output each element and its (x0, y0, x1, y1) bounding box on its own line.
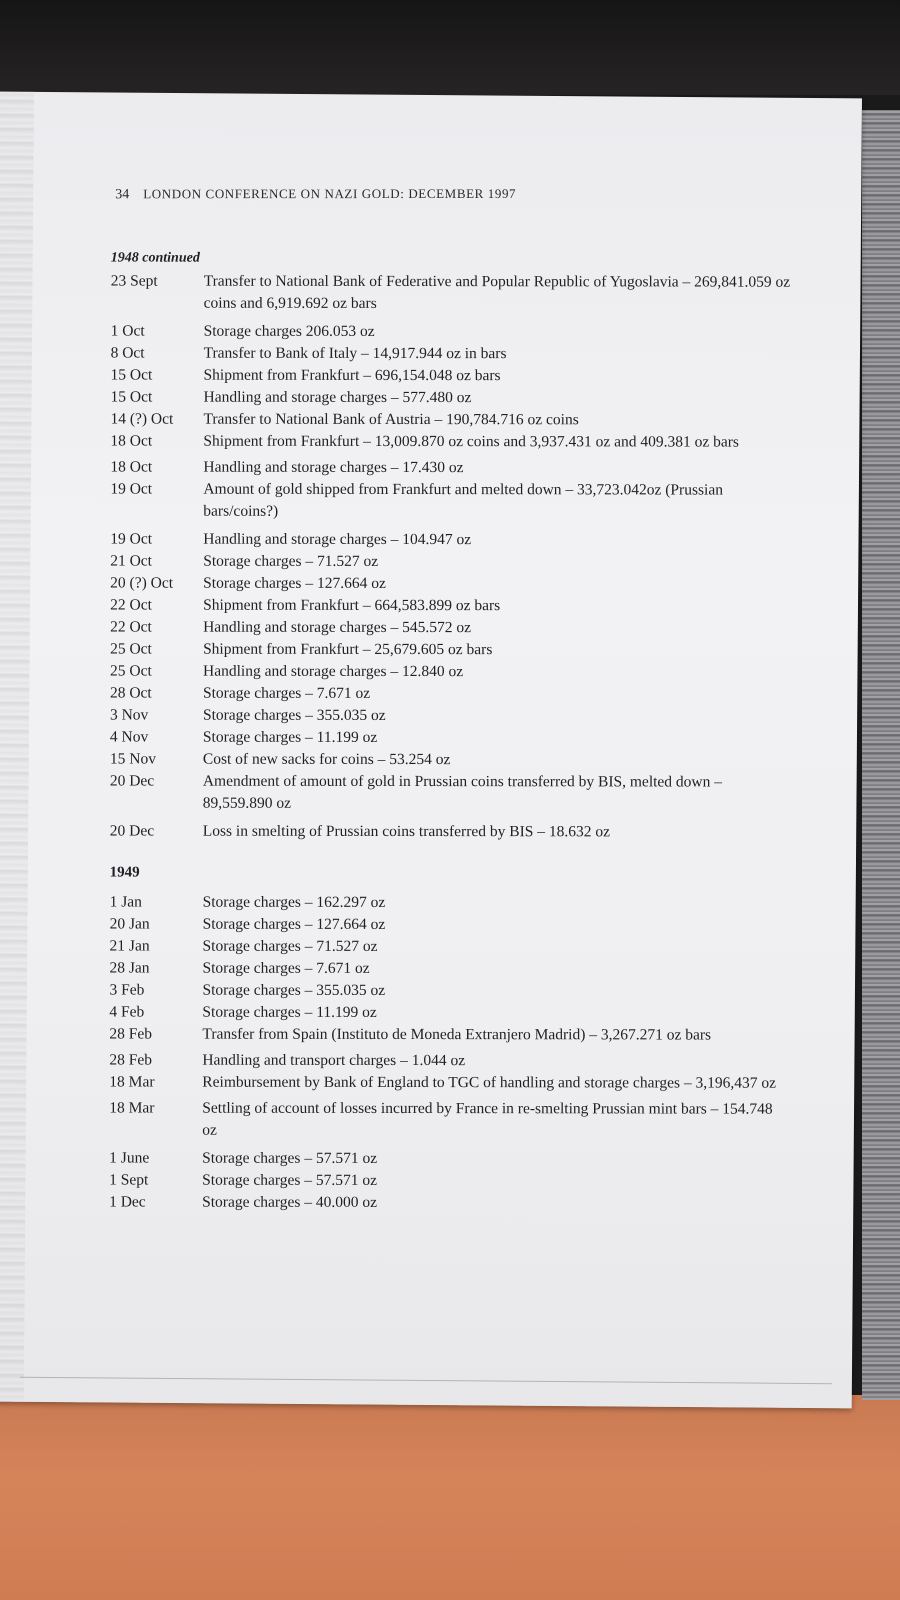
entry-text: Transfer to National Bank of Federative and Popular Republic of Yugoslavia – 269,841.059 oz coins and 6,919.692 oz bars (203, 272, 791, 312)
entry-row (109, 1071, 789, 1094)
entry-text: Loss in smelting of Prussian coins transferred by BIS – 18.632 oz (202, 822, 611, 841)
entry-row (110, 935, 790, 958)
entry-row (109, 1049, 789, 1072)
entry-text: Handling and storage charges – 12.840 oz (203, 662, 464, 681)
entry-text: Storage charges – 7.671 oz (202, 959, 370, 977)
entry-date: 15 Nov (109, 750, 156, 768)
entry-row (110, 386, 790, 409)
entry-text: Handling and transport charges – 1.044 oz (202, 1051, 466, 1070)
entry-row (109, 1001, 789, 1024)
entry-date: 1 Jan (109, 893, 142, 911)
page-stack-edge (862, 110, 900, 1400)
entry-date: 19 Oct (110, 480, 153, 498)
entry-row (111, 342, 791, 365)
entry-text: Storage charges – 355.035 oz (202, 981, 386, 999)
entry-text: Storage charges – 40.000 oz (202, 1193, 378, 1211)
entry-row (111, 320, 791, 343)
entry-date: 28 Oct (109, 684, 152, 702)
entry-date: 1 Sept (109, 1171, 149, 1189)
entry-row (109, 1169, 789, 1192)
entry-text: Transfer from Spain (Instituto de Moneda Extranjero Madrid) – 3,267.271 oz bars (202, 1025, 712, 1044)
binding-edge (0, 92, 34, 1402)
entry-row (110, 478, 790, 523)
entry-row (110, 913, 790, 936)
entry-row (110, 748, 790, 771)
entry-text: Shipment from Frankfurt – 696,154.048 oz bars (203, 366, 501, 385)
background-top (0, 0, 900, 95)
entry-text: Storage charges – 7.671 oz (202, 684, 371, 702)
entry-row (110, 572, 790, 595)
entry-text: Handling and storage charges – 545.572 oz (203, 618, 472, 637)
entry-text: Storage charges – 11.199 oz (202, 728, 378, 746)
entry-text: Storage charges – 57.571 oz (202, 1149, 378, 1167)
entry-date: 28 Feb (109, 1025, 153, 1043)
entry-row (110, 682, 790, 705)
entry-date: 20 Dec (109, 822, 155, 840)
entry-row (110, 660, 790, 683)
entry-date: 1 Dec (109, 1193, 146, 1211)
entry-date: 14 (?) Oct (110, 410, 174, 428)
entry-text: Handling and storage charges – 17.430 oz (203, 458, 464, 477)
section-heading-1949: 1949 (109, 864, 140, 881)
entry-row (110, 616, 790, 639)
entry-date: 22 Oct (110, 596, 152, 614)
entry-text: Storage charges – 57.571 oz (202, 1171, 378, 1189)
entry-row (110, 638, 790, 661)
entry-row (109, 957, 789, 980)
page-bottom-rule (20, 1377, 832, 1384)
entry-row (109, 1147, 789, 1170)
entry-date: 20 (?) Oct (110, 574, 174, 592)
entry-date: 28 Jan (109, 959, 150, 977)
entry-row (110, 430, 790, 453)
entry-date: 3 Feb (109, 981, 145, 999)
entry-date: 18 Mar (109, 1099, 155, 1117)
entry-row (109, 1023, 789, 1046)
entry-row (110, 891, 790, 914)
entry-text: Shipment from Frankfurt – 13,009.870 oz coins and 3,937.431 oz and 409.381 oz bars (203, 432, 739, 451)
entry-text: Storage charges – 71.527 oz (202, 937, 378, 955)
entry-date: 18 Oct (110, 432, 153, 450)
entry-text: Shipment from Frankfurt – 664,583.899 oz bars (203, 596, 501, 615)
entry-date: 1 June (109, 1149, 150, 1167)
entry-date: 3 Nov (109, 706, 149, 724)
entry-row (110, 820, 790, 843)
entry-row (110, 528, 790, 551)
entry-date: 18 Oct (110, 458, 153, 476)
entry-date: 18 Mar (109, 1073, 155, 1091)
entry-row (111, 364, 791, 387)
entry-text: Transfer to Bank of Italy – 14,917.944 oz in bars (203, 344, 507, 363)
entry-date: 23 Sept (110, 272, 158, 290)
entry-text: Shipment from Frankfurt – 25,679.605 oz bars (203, 640, 493, 659)
entry-text: Cost of new sacks for coins – 53.254 oz (202, 750, 451, 769)
entry-text: Transfer to National Bank of Austria – 190,784.716 oz coins (203, 410, 579, 429)
entry-row (111, 270, 791, 315)
entry-date: 28 Feb (109, 1051, 152, 1069)
entry-date: 4 Nov (109, 728, 149, 746)
chronology-content (109, 250, 791, 1214)
entry-text: Storage charges – 355.035 oz (202, 706, 386, 724)
entry-date: 20 Jan (109, 915, 150, 933)
entry-date: 4 Feb (109, 1003, 145, 1021)
entry-text: Storage charges 206.053 oz (203, 322, 375, 340)
entry-row (110, 408, 790, 431)
entry-text: Storage charges – 11.199 oz (202, 1003, 377, 1021)
entry-text: Reimbursement by Bank of England to TGC of handling and storage charges – 3,196,437 oz (202, 1073, 777, 1092)
entry-row (110, 726, 790, 749)
entry-date: 15 Oct (110, 388, 153, 406)
entry-date: 8 Oct (110, 344, 145, 362)
running-head-title: LONDON CONFERENCE ON NAZI GOLD: DECEMBER 1997 (143, 185, 517, 202)
running-head (115, 186, 516, 203)
entry-row (110, 704, 790, 727)
entry-row (109, 1191, 789, 1214)
entry-date: 25 Oct (110, 662, 152, 680)
entry-date: 21 Jan (109, 937, 150, 955)
section-heading-1948: 1948 continued (110, 250, 200, 266)
entry-date: 1 Oct (110, 322, 145, 340)
document-page (0, 92, 862, 1409)
entry-row (110, 550, 790, 573)
entry-text: Handling and storage charges – 104.947 oz (203, 530, 472, 549)
table-surface (0, 1395, 900, 1600)
entry-row (110, 770, 790, 815)
entry-text: Settling of account of losses incurred by France in re-smelting Prussian mint bars – 154.748 oz (202, 1099, 773, 1139)
entry-date: 25 Oct (110, 640, 152, 658)
entry-text: Amount of gold shipped from Frankfurt and melted down – 33,723.042oz (Prussian bars/coins?) (203, 480, 723, 520)
entry-row (110, 594, 790, 617)
entry-text: Storage charges – 127.664 oz (203, 574, 386, 592)
page-number: 34 (115, 187, 130, 203)
entry-row (109, 979, 789, 1002)
entry-date: 20 Dec (109, 772, 155, 790)
entry-text: Amendment of amount of gold in Prussian coins transferred by BIS, melted down – 89,559.890 oz (202, 772, 723, 812)
entry-text: Storage charges – 71.527 oz (203, 552, 379, 570)
entry-date: 15 Oct (110, 366, 153, 384)
entry-date: 21 Oct (110, 552, 153, 570)
entry-date: 19 Oct (110, 530, 153, 548)
entry-row (109, 1097, 789, 1142)
entry-text: Storage charges – 162.297 oz (202, 893, 386, 911)
entry-row (110, 456, 790, 479)
entry-date: 22 Oct (110, 618, 152, 636)
entry-text: Storage charges – 127.664 oz (202, 915, 386, 933)
entry-text: Handling and storage charges – 577.480 oz (203, 388, 472, 407)
